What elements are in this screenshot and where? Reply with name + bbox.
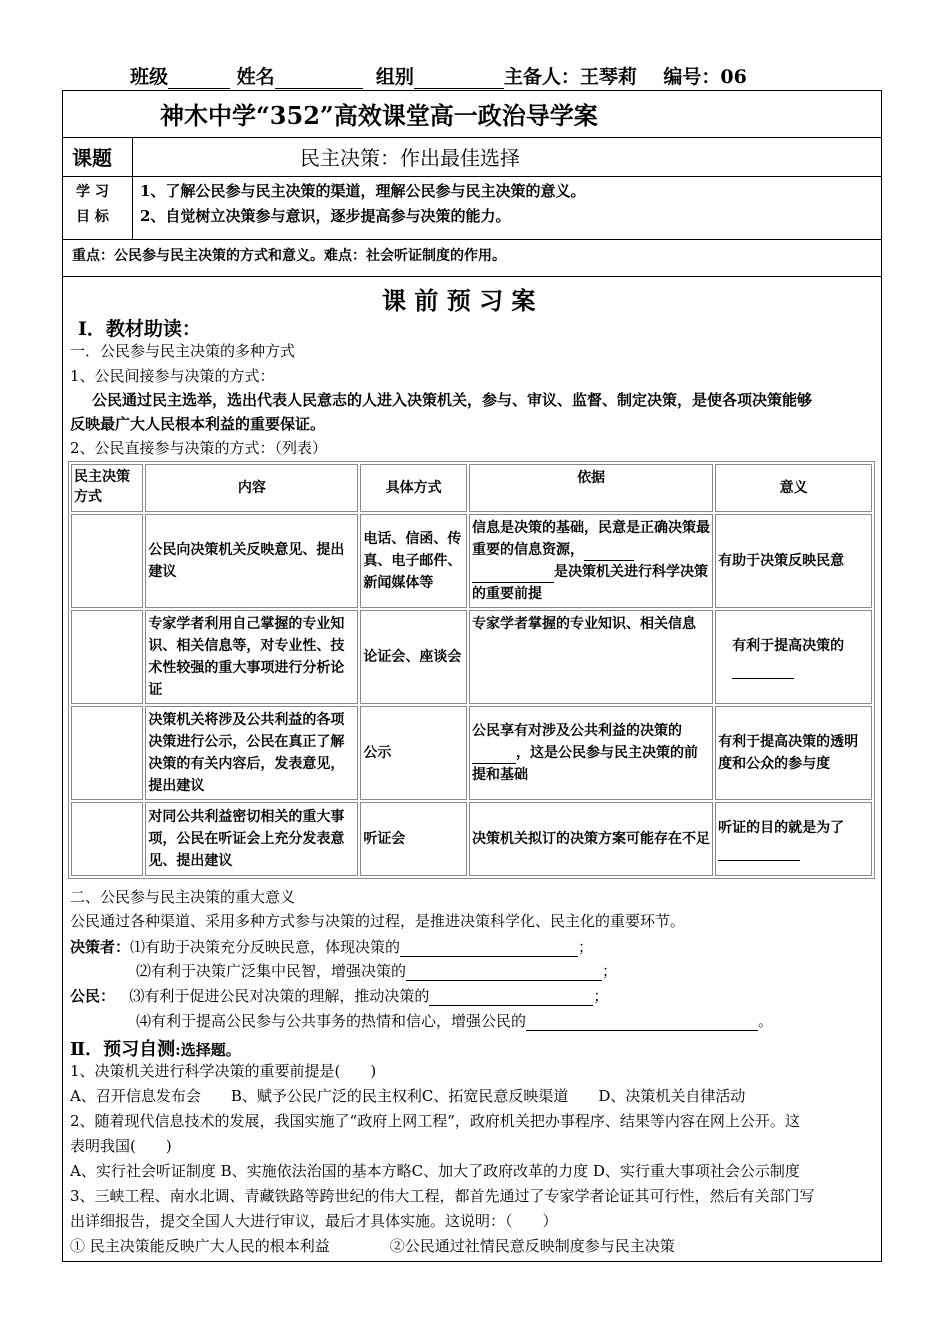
table-cell [71,610,143,704]
table-cell [71,514,143,608]
fill-blank [732,678,794,679]
q2-b: 表明我国( ) [70,1137,172,1155]
q3-options: ① 民主决策能反映广大人民的根本利益 ②公民通过社情民意反映制度参与民主决策 [70,1237,675,1255]
table-cell: 决策机关将涉及公共利益的各项决策进行公示，公民在真正了解决策的有关内容后，发表意见，提出建议 [145,706,358,800]
part1-sub1-2: 2、公民直接参与决策的方式：（列表） [70,439,328,457]
table-cell: 听证会 [360,802,467,876]
citizen-label: 公民： [70,987,116,1005]
citizen-line-1: 公民： ⑶有利于促进公民对决策的理解，推动决策的 ； [70,987,609,1005]
fill-blank [526,1030,758,1031]
d2: ⑵有利于决策广泛集中民智，增强决策的 [136,962,407,980]
doc-number: 编号：06 [663,66,747,88]
class-label: 班级 [130,66,169,88]
class-blank [168,70,230,89]
table-cell [71,802,143,876]
q3-a: 3、三峡工程、南水北调、青藏铁路等跨世纪的伟大工程，都首先通过了专家学者论证其可行性，然后有关部门写 [70,1187,815,1205]
table-header: 民主决策方式 [71,464,143,512]
q3-b: 出详细报告，提交全国人大进行审议，最后才具体实施。这说明：（ ） [70,1212,558,1230]
fill-blank [406,980,602,981]
objectives-label-2: 目 标 [76,209,109,225]
key-points: 重点：公民参与民主决策的方式和意义。难点：社会听证制度的作用。 [72,248,506,264]
objective-item: 2、自觉树立决策参与意识，逐步提高参与决策的能力。 [140,207,511,225]
table-row [71,802,872,876]
table-cell: 对同公共利益密切相关的重大事项，公民在听证会上充分发表意见、提出建议 [145,802,358,876]
table-header: 意义 [715,464,872,512]
objectives-label-1: 学 习 [76,184,109,200]
q2-options: A、实行社会听证制度 B、实施依法治国的基本方略C、加大了政府改革的力度 D、实行重大事项社会公示制度 [70,1162,800,1180]
part1-sub1-1: 1、公民间接参与决策的方式： [70,367,275,385]
table-row [71,610,872,704]
divider [62,276,882,277]
table-cell: 公民向决策机关反映意见、提出建议 [145,514,358,608]
decision-line-1: 决策者：⑴有助于决策充分反映民意，体现决策的 ； [70,938,594,956]
basis-text: 信息是决策的基础，民意是正确决策最重要的信息资源， [471,520,710,558]
table-cell [715,802,872,876]
part1-para1a: 公民通过民主选举，选出代表人民意志的人进入决策机关，参与、审议、监督、制定决策，是使各项决策能够 [92,391,813,409]
topic-value: 民主决策：作出最佳选择 [300,146,520,170]
section-title: 课 前 预 习 案 [382,286,536,315]
doc-title: 神木中学“352”高效课堂高一政治导学案 [160,101,598,130]
objective-item: 1、了解公民参与民主决策的渠道，理解公民参与民主决策的意义。 [140,182,586,200]
table-cell: 有助于决策反映民意 [715,514,872,608]
d1: ⑴有助于决策充分反映民意，体现决策的 [130,938,401,956]
fill-blank [429,1005,593,1006]
table-row [71,514,872,608]
table-cell: 决策机关拟订的决策方案可能存在不足 [469,802,713,876]
divider [62,176,882,177]
table-header: 具体方式 [360,464,467,512]
basis-text: 是决策机关进行科学决策的重要前提 [471,564,708,602]
table-cell [71,706,143,800]
table-cell: 电话、信函、传真、电子邮件、新闻媒体等 [360,514,467,608]
fill-blank [718,860,800,861]
divider [62,137,882,138]
table-cell: 专家学者利用自己掌握的专业知识、相关信息等，对专业性、技术性较强的重大事项进行分析论证 [145,610,358,704]
table-cell [715,610,872,704]
divider [132,137,133,176]
name-blank [275,70,363,89]
part2-intro: 公民通过各种渠道、采用多种方式参与决策的过程，是推进决策科学化、民主化的重要环节。 [70,912,686,930]
c1: ⑶有利于促进公民对决策的理解，推动决策的 [129,987,430,1005]
table-header-row [71,464,872,512]
name-label: 姓名 [236,66,275,88]
table-cell [469,706,713,800]
group-blank [414,70,504,89]
meaning-text: 听证的目的就是为了 [718,820,845,836]
table-cell: 论证会、座谈会 [360,610,467,704]
part2-heading: 二、公民参与民主决策的重大意义 [70,888,296,906]
divider [62,239,882,240]
q1-options: A、召开信息发布会 B、赋予公民广泛的民主权利C、拓宽民意反映渠道 D、决策机关自律活动 [70,1087,746,1105]
part1-heading: Ⅰ．教材助读： [78,318,201,340]
participation-table [68,461,875,879]
table-cell [469,514,713,608]
table-cell: 专家学者掌握的专业知识、相关信息 [469,610,713,704]
part1-sub1: 一．公民参与民主决策的多种方式 [70,342,296,360]
table-cell: 公示 [360,706,467,800]
part1-para1b: 反映最广大人民根本利益的重要保证。 [70,415,326,433]
table-header: 内容 [145,464,358,512]
table-cell: 有利于提高决策的透明度和公众的参与度 [715,706,872,800]
citizen-line-2: ⑷有利于提高公民参与公共事务的热情和信心，增强公民的 。 [136,1012,774,1030]
part3-heading [70,1035,241,1061]
preparer: 主备人：王琴莉 [503,66,637,88]
basis-text: ，这是公民参与民主决策的前提和基础 [471,745,698,783]
decision-label: 决策者： [70,938,131,956]
q2-a: 2、随着现代信息技术的发展，我国实施了“政府上网工程”，政府机关把办事程序、结果等内容在网上公开。这 [70,1112,800,1130]
fill-blank [400,956,578,957]
fill-blank [584,560,634,561]
header-info [130,62,747,89]
q1: 1、决策机关进行科学决策的重要前提是( ) [70,1062,377,1080]
divider [132,176,133,239]
table-row [71,706,872,800]
part3-heading-a: Ⅱ．预习自测 [70,1039,176,1060]
meaning-text: 有利于提高决策的 [732,638,845,654]
group-label: 组别 [375,66,414,88]
basis-text: 公民享有对涉及公共利益的决策的 [471,723,682,739]
decision-line-2: ⑵有利于决策广泛集中民智，增强决策的 ； [136,962,618,980]
topic-label: 课题 [72,146,112,170]
c2: ⑷有利于提高公民参与公共事务的热情和信心，增强公民的 [136,1012,527,1030]
fill-blank [472,763,516,764]
table-header: 依据 [469,464,713,512]
part3-heading-b: :选择题。 [175,1041,241,1059]
fill-blank [472,582,554,583]
